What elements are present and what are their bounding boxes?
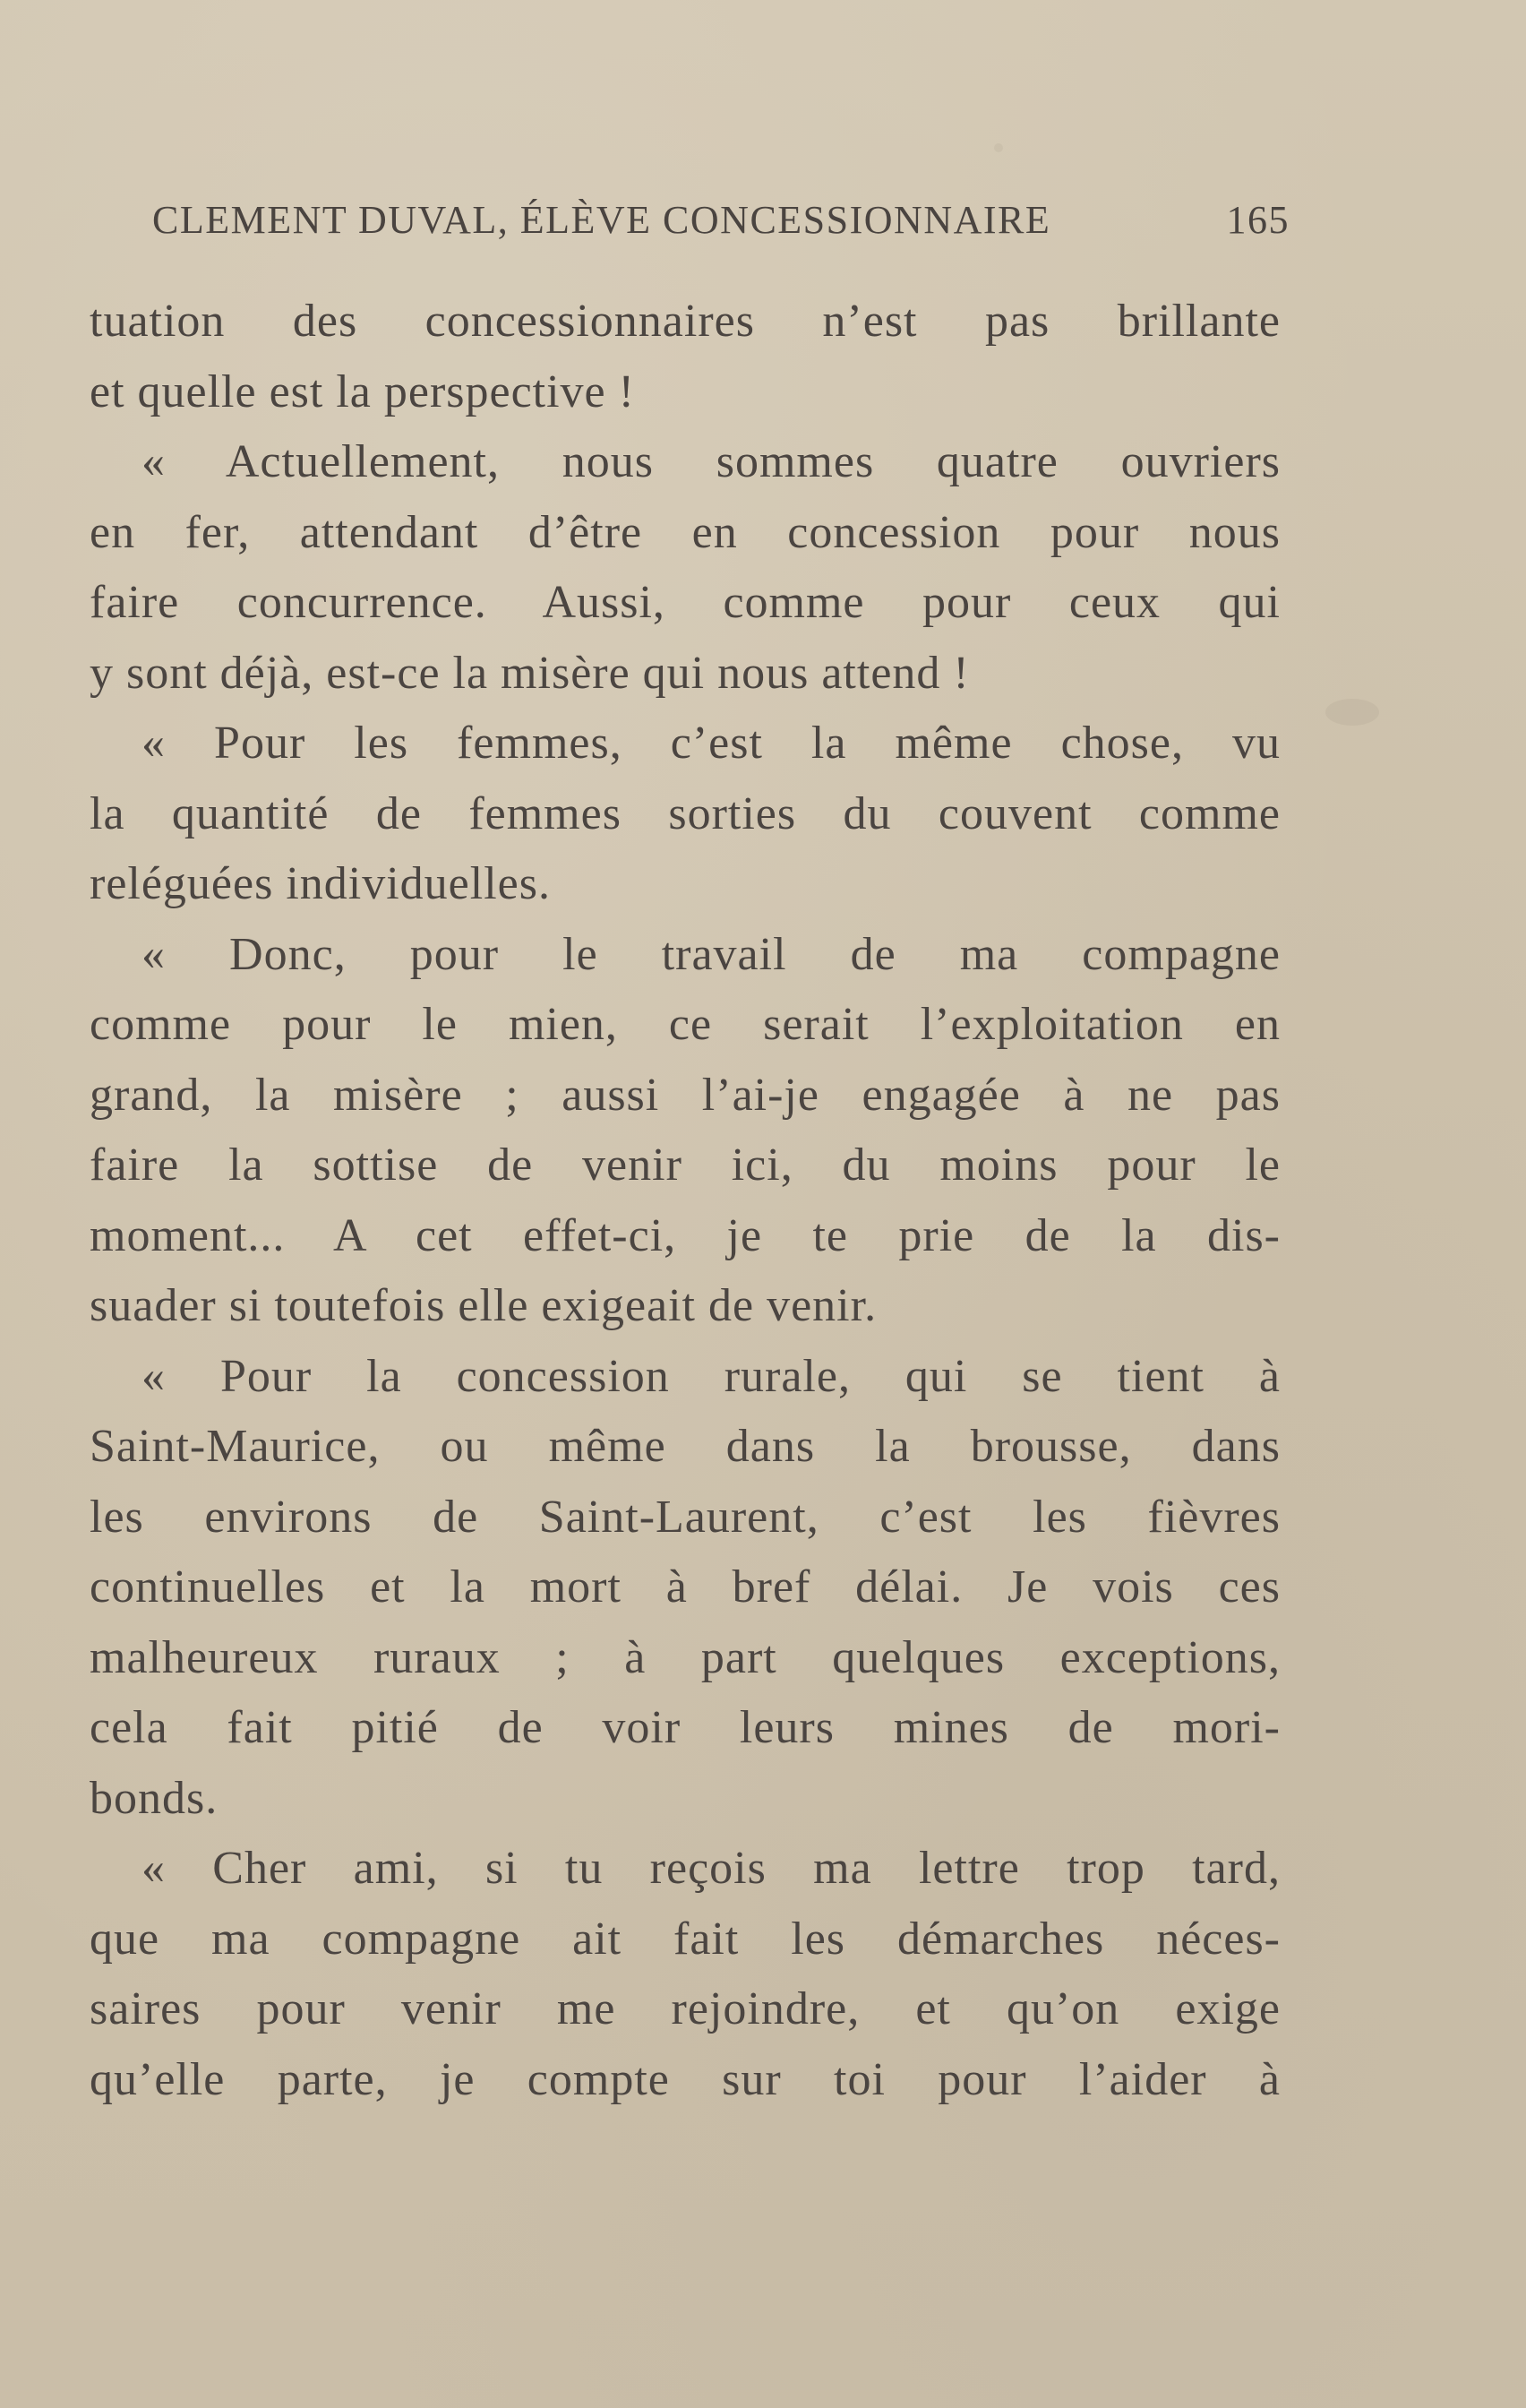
text-line: faire la sottise de venir ici, du moins pour le (90, 1140, 1281, 1191)
text-line: continuelles et la mort à bref délai. Je vois ces (90, 1561, 1281, 1612)
text-line: y sont déjà, est-ce la misère qui nous attend ! (90, 647, 970, 699)
text-line: comme pour le mien, ce serait l’exploitation en (90, 999, 1281, 1050)
running-head (152, 197, 1290, 254)
text-line: tuation des concessionnaires n’est pas brillante (90, 296, 1281, 347)
text-line: faire concurrence. Aussi, comme pour ceux qui (90, 577, 1281, 628)
text-line: « Pour les femmes, c’est la même chose, vu (141, 718, 1281, 769)
paper-stain (1325, 699, 1379, 726)
text-line: les environs de Saint-Laurent, c’est les fièvres (90, 1491, 1281, 1543)
text-line: et quelle est la perspective ! (90, 366, 635, 417)
text-line: « Donc, pour le travail de ma compagne (141, 928, 1281, 980)
text-line: suader si toutefois elle exigeait de venir. (90, 1280, 878, 1331)
text-line: « Pour la concession rurale, qui se tient à (141, 1350, 1281, 1402)
text-line: malheureux ruraux ; à part quelques exceptions, (90, 1631, 1281, 1683)
paper-stain (994, 143, 1003, 152)
text-line: en fer, attendant d’être en concession pour nous (90, 506, 1281, 558)
body-text (90, 287, 1281, 2115)
page-number: 165 (1226, 198, 1290, 242)
text-line: Saint-Maurice, ou même dans la brousse, dans (90, 1421, 1281, 1472)
text-line: moment... A cet effet-ci, je te prie de la dis- (90, 1209, 1281, 1261)
text-line: « Actuellement, nous sommes quatre ouvriers (141, 436, 1281, 487)
text-line: « Cher ami, si tu reçois ma lettre trop tard, (141, 1843, 1281, 1894)
text-line: grand, la misère ; aussi l’ai-je engagée à ne pas (90, 1069, 1281, 1121)
text-line: saires pour venir me rejoindre, et qu’on exige (90, 1983, 1281, 2034)
running-head-title: CLEMENT DUVAL, ÉLÈVE CONCESSIONNAIRE (152, 198, 1051, 242)
text-line: reléguées individuelles. (90, 858, 551, 909)
text-line: qu’elle parte, je compte sur toi pour l’aider à (90, 2053, 1281, 2105)
text-line: cela fait pitié de voir leurs mines de mori- (90, 1702, 1281, 1753)
text-line: que ma compagne ait fait les démarches néces- (90, 1913, 1281, 1965)
text-line: la quantité de femmes sorties du couvent comme (90, 787, 1281, 839)
text-line: bonds. (90, 1772, 219, 1824)
